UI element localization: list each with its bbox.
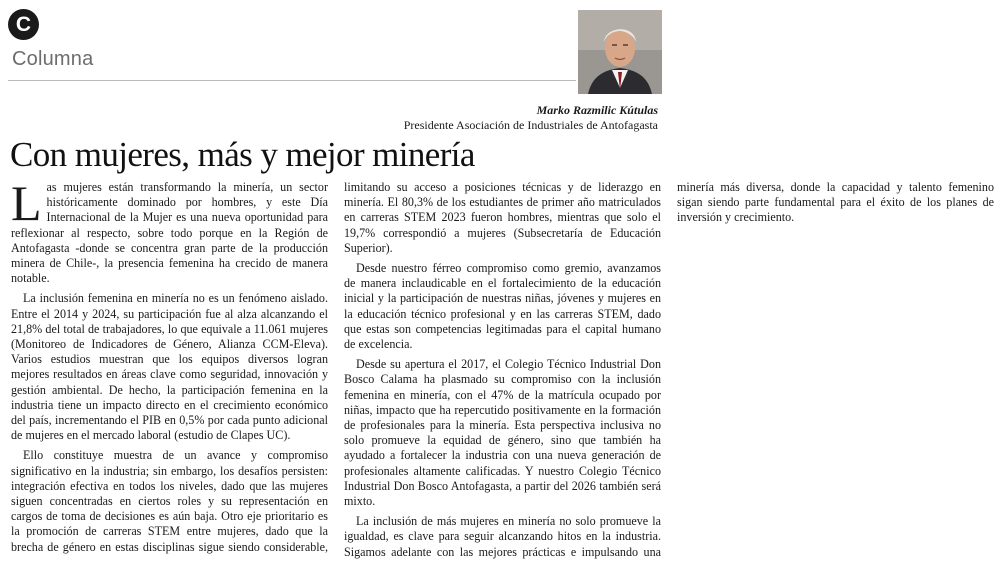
drop-cap: L — [11, 175, 42, 231]
article-paragraph: Las mujeres están transformando la minería, un sector históricamente dominado por hombres, y este Día Internacional de la Mujer es una nueva oportunidad para reflexionar al respecto, sobre todo porque en la Región de Antofagasta -donde se concentra gran parte de la producción minera de Chile-, la presencia femenina ha crecido de manera notable. — [11, 175, 328, 286]
author-title: Presidente Asociación de Industriales de Antofagasta — [403, 118, 658, 132]
header-divider — [8, 80, 576, 81]
article-body — [11, 175, 994, 568]
article-paragraph: Ello constituye muestra de un avance y compromiso significativo en la industria; sin embargo, los desafíos persisten: integración efectiva en todos los niveles, dado que las mujeres siguen concentradas en ciertos roles y su representación en cargos de toma de decisiones es aún baja. Otro eje prioritario es la promoción de carreras STEM entre mujeres, dado que la brecha de género en estas disciplinas sigue siendo considerable, limitando su acceso a posiciones técnicas y de liderazgo en minería. El 80,3% de los estudiantes de primer año matriculados en carreras STEM 2023 fueron hombres, mientras que solo el 19,7% correspondió a mujeres (Subsecretaría de Educación Superior). — [11, 180, 661, 554]
article-paragraph: Desde su apertura el 2017, el Colegio Técnico Industrial Don Bosco Calama ha plasmado su compromiso con la inclusión femenina en minería, con el 47% de la matrícula ocupado por niñas, impacto que ha repercutido positivamente en la formación de profesionales para la minería. Esta perspectiva inclusiva no solo promueve la equidad de género, sino que también ha ayudado a fortalecer la industria con una nueva generación de profesionales altamente calificadas. Y nuestro Colegio Técnico Industrial Don Bosco Antofagasta, a partir del 2026 también será mixto. — [344, 357, 661, 509]
author-photo — [578, 10, 662, 94]
section-badge: C — [8, 9, 39, 40]
article-paragraph: Desde nuestro férreo compromiso como gremio, avanzamos de manera inclaudicable en el fortalecimiento de la educación inicial y la participación de nuestras niñas, jóvenes y mujeres en la educación técnico profesional y en las carreras STEM, dado que estas son competencias legitimadas para el capital humano de excelencia. — [344, 261, 661, 352]
article-paragraph: La inclusión de más mujeres en minería no solo promueve la igualdad, es clave para seguir alcanzando hitos en la industria. Sigamos adelante con las mejores prácticas e impulsando una minería más diversa, donde la capacidad y talento femenino sigan siendo parte fundamental para el éxito de los planes de inversión y crecimiento. — [344, 180, 994, 559]
article-paragraph: La inclusión femenina en minería no es un fenómeno aislado. Entre el 2014 y 2024, su participación fue al alza alcanzando el 21,8% del total de trabajadores, lo que equivale a 11.061 mujeres (Monitoreo de Indicadores de Género, Alianza CCM-Eleva). Varios estudios muestran que los equipos diversos logran mejores resultados en áreas clave como seguridad, innovación y gestión ambiental. De hecho, la participación femenina en la industria tiene un impacto directo en el crecimiento económico del país, incrementando el PIB en 0,5% por cada punto adicional de mujeres en el mercado laboral (estudio de Clapes UC). — [11, 291, 328, 443]
section-label: Columna — [12, 48, 94, 70]
author-name: Marko Razmilic Kútulas — [536, 103, 658, 117]
author-portrait-image — [578, 10, 662, 94]
author-byline — [404, 103, 658, 133]
article-headline: Con mujeres, más y mejor minería — [10, 135, 475, 174]
